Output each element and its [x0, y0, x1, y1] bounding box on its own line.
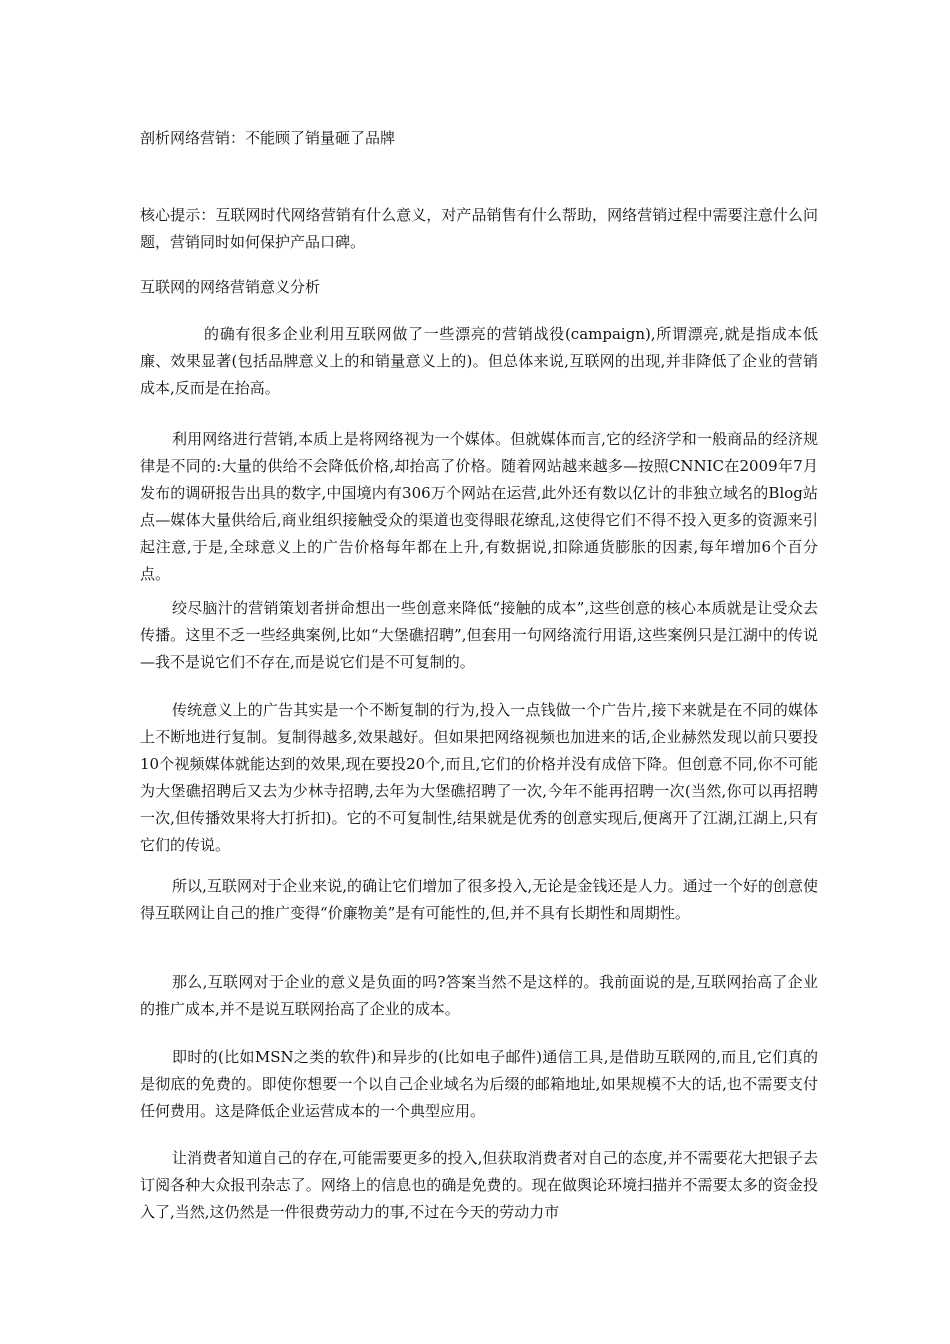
document-title: 剖析网络营销：不能顾了销量砸了品牌	[140, 129, 396, 147]
paragraph-2: 利用网络进行营销,本质上是将网络视为一个媒体。但就媒体而言,它的经济学和一般商品的经济规律是不同的:大量的供给不会降低价格,却抬高了价格。随着网站越来越多—按照CNNIC在2009年7月发布的调研报告出具的数字,中国境内有306万个网站在运营,此外还有数以亿计的非独立域名的Blog站点—媒体大量供给后,商业组织接触受众的渠道也变得眼花缭乱,这使得它们不得不投入更多的资源来引起注意,于是,全球意义上的广告价格每年都在上升,有数据说,扣除通货膨胀的因素,每年增加6个百分点。	[140, 430, 818, 583]
paragraph-1: 的确有很多企业利用互联网做了一些漂亮的营销战役(campaign),所谓漂亮,就是指成本低廉、效果显著(包括品牌意义上的和销量意义上的)。但总体来说,互联网的出现,并非降低了企业的营销成本,反而是在抬高。	[140, 325, 818, 397]
paragraph-8: 让消费者知道自己的存在,可能需要更多的投入,但获取消费者对自己的态度,并不需要花大把银子去订阅各种大众报刊杂志了。网络上的信息也的确是免费的。现在做舆论环境扫描并不需要太多的资金投入了,当然,这仍然是一件很费劳动力的事,不过在今天的劳动力市	[140, 1149, 818, 1221]
core-summary: 核心提示：互联网时代网络营销有什么意义，对产品销售有什么帮助，网络营销过程中需要注意什么问题，营销同时如何保护产品口碑。	[140, 206, 818, 251]
paragraph-6: 那么,互联网对于企业的意义是负面的吗?答案当然不是这样的。我前面说的是,互联网抬高了企业的推广成本,并不是说互联网抬高了企业的成本。	[140, 973, 818, 1018]
paragraph-7: 即时的(比如MSN之类的软件)和异步的(比如电子邮件)通信工具,是借助互联网的,而且,它们真的是彻底的免费的。即使你想要一个以自己企业域名为后缀的邮箱地址,如果规模不大的话,也不需要支付任何费用。这是降低企业运营成本的一个典型应用。	[140, 1048, 818, 1120]
paragraph-4: 传统意义上的广告其实是一个不断复制的行为,投入一点钱做一个广告片,接下来就是在不同的媒体上不断地进行复制。复制得越多,效果越好。但如果把网络视频也加进来的话,企业赫然发现以前只要投10个视频媒体就能达到的效果,现在要投20个,而且,它们的价格并没有成倍下降。但创意不同,你不可能为大堡礁招聘后又去为少林寺招聘,去年为大堡礁招聘了一次,今年不能再招聘一次(当然,你可以再招聘一次,但传播效果将大打折扣)。它的不可复制性,结果就是优秀的创意实现后,便离开了江湖,江湖上,只有它们的传说。	[140, 701, 818, 854]
paragraph-5: 所以,互联网对于企业来说,的确让它们增加了很多投入,无论是金钱还是人力。通过一个好的创意使得互联网让自己的推广变得“价廉物美”是有可能性的,但,并不具有长期性和周期性。	[140, 877, 818, 922]
paragraph-3: 绞尽脑汁的营销策划者拼命想出一些创意来降低“接触的成本”,这些创意的核心本质就是让受众去传播。这里不乏一些经典案例,比如“大堡礁招聘”,但套用一句网络流行用语,这些案例只是江湖中的传说—我不是说它们不存在,而是说它们是不可复制的。	[140, 599, 818, 671]
section-heading: 互联网的网络营销意义分析	[140, 278, 321, 296]
